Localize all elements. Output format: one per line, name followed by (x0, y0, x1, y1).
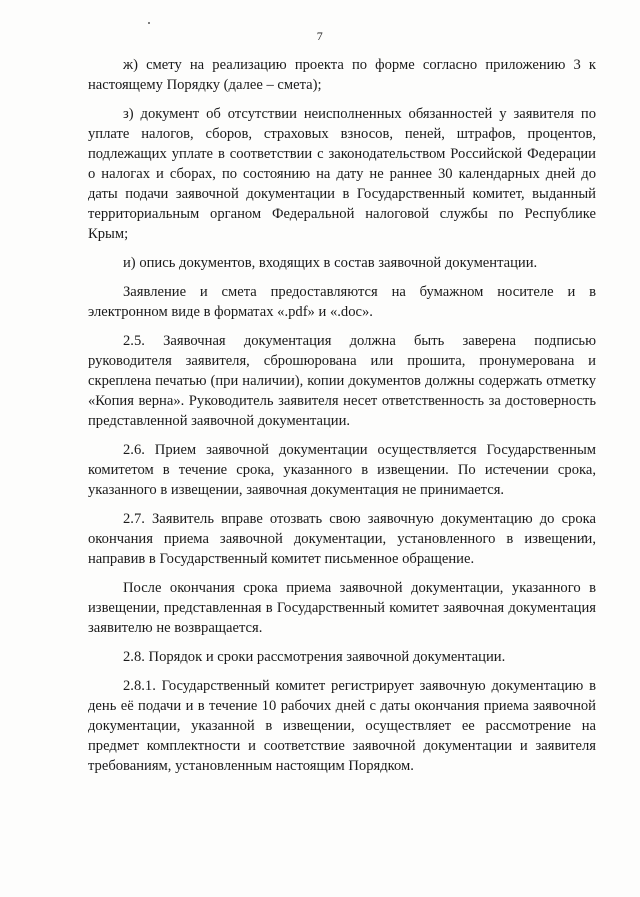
scan-speck (148, 22, 150, 24)
paragraph-2-7: 2.7. Заявитель вправе отозвать свою заявочную документацию до срока окончания приема заявочной документации, установленного в извещении, направив в Государственный комитет письменное обращение. (88, 511, 596, 567)
paragraph-tax-certificate: з) документ об отсутствии неисполненных обязанностей у заявителя по уплате налогов, сборов, страховых взносов, пеней, штрафов, процентов, подлежащих уплате в соответствии с законодательством Российской Федерации о налогах и сборах, по состоянию на дату не раннее 30 календарных дней до даты подачи заявочной документации в Государственный комитет, выданный территориальным органом Федеральной налоговой службы по Республике Крым; (88, 106, 596, 242)
document-body (88, 55, 596, 785)
page-number: 7 (316, 29, 324, 43)
paragraph-2-6: 2.6. Прием заявочной документации осуществляется Государственным комитетом в течение срока, указанного в извещении. По истечении срока, указанного в извещении, заявочная документация не принимается. (88, 442, 596, 498)
paragraph-smeta: ж) смету на реализацию проекта по форме согласно приложению 3 к настоящему Порядку (далее – смета); (88, 57, 596, 93)
paragraph-2-8: 2.8. Порядок и сроки рассмотрения заявочной документации. (123, 649, 506, 665)
paragraph-2-5: 2.5. Заявочная документация должна быть заверена подписью руководителя заявителя, сброшюрована или прошита, пронумерована и скреплена печатью (при наличии), копии документов должны содержать отметку «Копия верна». Руководитель заявителя несет ответственность за достоверность представленной заявочной документации. (88, 333, 596, 429)
paragraph-not-returned: После окончания срока приема заявочной документации, указанного в извещении, представленная в Государственный комитет заявочная документация заявителю не возвращается. (88, 580, 596, 636)
paragraph-inventory: и) опись документов, входящих в состав заявочной документации. (123, 255, 538, 271)
paragraph-2-8-1: 2.8.1. Государственный комитет регистрирует заявочную документацию в день её подачи и в течение 10 рабочих дней с даты окончания приема заявочной документации, указанной в извещении, осуществляет ее рассмотрение на предмет комплектности и соответствие заявочной документации и заявителя требованиям, установленным настоящим Порядком. (88, 678, 596, 774)
paragraph-formats: Заявление и смета предоставляются на бумажном носителе и в электронном виде в форматах «.pdf» и «.doc». (88, 284, 596, 320)
